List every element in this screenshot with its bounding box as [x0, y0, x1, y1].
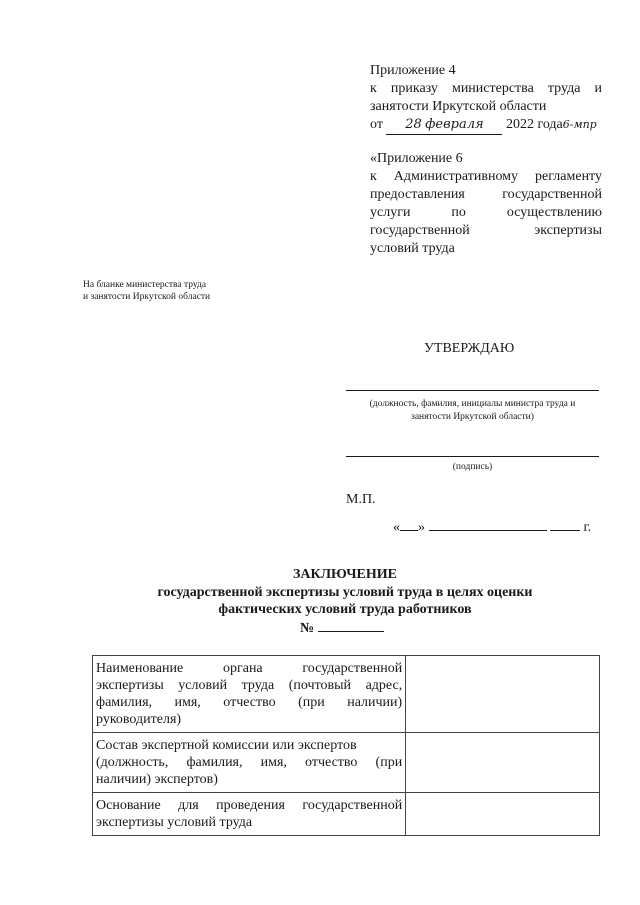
conclusion-subtitle — [80, 584, 610, 618]
regulation-line: предоставления государственной — [370, 187, 602, 202]
row-label-line: руководителя) — [96, 712, 182, 727]
regulation-line: условий труда — [370, 241, 455, 256]
row-value[interactable] — [406, 656, 600, 733]
order-number: 6-мпр — [562, 118, 597, 131]
date-handwritten-field — [386, 116, 502, 135]
row-label-line: (должность, фамилия, имя, отчество (при — [96, 755, 403, 770]
appendix-order-ref: к приказу министерства труда и — [370, 81, 602, 96]
conclusion-title: ЗАКЛЮЧЕНИЕ — [292, 567, 398, 582]
position-caption-line: (должность, фамилия, инициалы министра труда и — [369, 399, 576, 409]
appendix-ministry: занятости Иркутской области — [370, 99, 547, 114]
approval-year-field — [550, 530, 580, 531]
date-year: 2022 года — [505, 117, 563, 132]
appendix-number: Приложение 4 — [370, 63, 456, 78]
row-label-line: Основание для проведения государственной — [96, 798, 403, 813]
appendix-header — [370, 62, 602, 135]
row-label-line: Наименование органа государственной — [96, 661, 403, 676]
date-day: 28 — [405, 117, 422, 132]
number-label: № — [300, 621, 315, 636]
approval-date-line — [393, 520, 591, 536]
row-label-line: Состав экспертной комиссии или экспертов — [96, 738, 357, 753]
date-month: февраля — [425, 117, 484, 132]
approval-day-field — [400, 530, 418, 531]
row-label — [93, 656, 406, 733]
conclusion-form — [92, 655, 600, 836]
table-row — [93, 793, 600, 836]
position-caption — [346, 398, 599, 424]
letterhead-note — [83, 279, 210, 303]
date-quote-open: « — [393, 520, 400, 535]
approval-month-field — [429, 530, 547, 531]
conclusion-table — [92, 655, 600, 836]
approval-heading: УТВЕРЖДАЮ — [424, 341, 515, 356]
row-label-line: экспертизы условий труда — [96, 815, 253, 830]
regulation-header — [370, 150, 602, 258]
regulation-line: «Приложение 6 — [370, 151, 463, 166]
row-label-line: наличии) экспертов) — [96, 772, 218, 787]
letterhead-note-line: и занятости Иркутской области — [83, 292, 211, 302]
row-value[interactable] — [406, 793, 600, 836]
regulation-line: к Административному регламенту — [370, 169, 602, 184]
conclusion-subtitle-line: государственной экспертизы условий труда в целях оценки — [157, 585, 533, 600]
appendix-date-line — [370, 116, 602, 135]
conclusion-number — [300, 620, 384, 637]
letterhead-note-line: На бланке министерства труда — [83, 280, 207, 290]
row-label — [93, 733, 406, 793]
row-value[interactable] — [406, 733, 600, 793]
table-row — [93, 656, 600, 733]
number-field — [318, 631, 384, 632]
conclusion-subtitle-line: фактических условий труда работников — [218, 602, 472, 617]
row-label-line: экспертизы условий труда (почтовый адрес, — [96, 678, 403, 693]
row-label — [93, 793, 406, 836]
date-quote-close: » — [418, 520, 425, 535]
regulation-line: услуги по осуществлению — [370, 205, 602, 220]
signature-caption: (подпись) — [452, 462, 493, 472]
date-prefix: от — [370, 117, 383, 132]
row-label-line: фамилия, имя, отчество (при наличии) — [96, 695, 403, 710]
approval-year-suffix: г. — [583, 520, 592, 535]
position-signature-line — [346, 390, 599, 391]
regulation-line: государственной экспертизы — [370, 223, 602, 238]
table-row — [93, 733, 600, 793]
position-caption-line: занятости Иркутской области) — [411, 412, 534, 422]
signature-line — [346, 456, 599, 457]
seal-label: М.П. — [346, 492, 376, 507]
